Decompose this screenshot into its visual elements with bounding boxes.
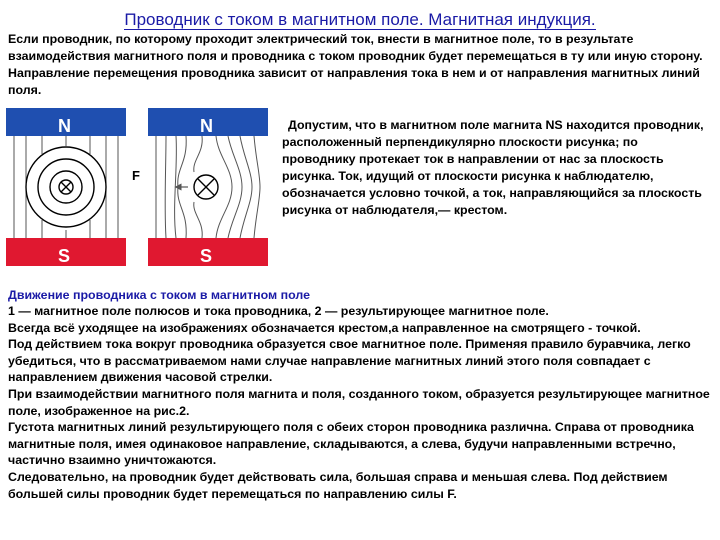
force-label: F [132, 168, 140, 183]
figure-caption: Движение проводника с током в магнитном поле [8, 288, 310, 302]
panel-1 [6, 108, 126, 266]
intro-paragraph: Если проводник, по которому проходит электрический ток, внести в магнитное поле, то в результате взаимодействия магнитного поля и проводника с током проводник будет перемещаться в ту или иную сторону. Направление перемещения проводника зависит от направления тока в нем и от направления магнитных линий поля. [8, 32, 703, 97]
page-title: Проводник с током в магнитном поле. Магнитная индукция. [124, 10, 596, 29]
paragraph-1: 1 — магнитное поле полюсов и тока проводника, 2 — результирующее магнитное поле. [8, 304, 549, 318]
paragraph-5: Густота магнитных линий результирующего поля с обеих сторон проводника различна. Справа от проводника магнитные поля, имея одинаковое направление, складываются, а слева, будучи направленными встречно, частично взаимно уничтожаются. [8, 420, 694, 468]
pole-label-s-right: S [200, 246, 213, 266]
pole-label-n-left: N [58, 116, 71, 136]
magnetic-field-figure [6, 108, 272, 266]
paragraph-2: Всегда всё уходящее на изображениях обозначается крестом,а направленное на смотрящего - точкой. [8, 320, 641, 335]
body-text [8, 303, 713, 502]
pole-label-s-left: S [58, 246, 71, 266]
magnetic-field-diagram [6, 108, 272, 266]
side-paragraph: Допустим, что в магнитном поле магнита NS находится проводник, расположенный перпендикулярно плоскости рисунка; по проводнику протекает ток в направлении от нас за плоскость рисунка. Ток, идущий от плоскости рисунка к наблюдателю, обозначается условно точкой, а ток, направляющийся за плоскость рисунка от наблюдателя,— крестом. [282, 118, 704, 217]
paragraph-3: Под действием тока вокруг проводника образуется свое магнитное поле. Применяя правило буравчика, легко убедиться, что в рассматриваемом нами случае направление магнитных линий этого поля совпадает с направлением движения часовой стрелки. [8, 337, 691, 385]
pole-label-n-right: N [200, 116, 213, 136]
panel-2 [132, 108, 268, 266]
paragraph-4: При взаимодействии магнитного поля магнита и поля, созданного током, образуется результирующее магнитное поле, изображенное на рис.2. [8, 386, 710, 418]
paragraph-6: Следовательно, на проводник будет действовать сила, большая справа и меньшая слева. Под действием большей силы проводник будет перемещаться по направлению силы F. [8, 469, 668, 501]
